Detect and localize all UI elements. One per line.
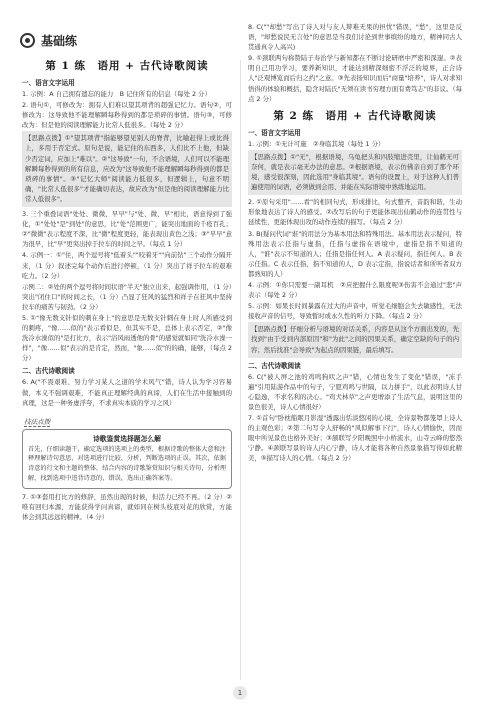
answer-2: 2. 语句①，可修改为：拥有人们难以望其项背的超强记忆力。语句②，可修改为：这导致他不能理解瞬每秒得到的都是琐碎的事情。语句③，可修改为：但是他的阅读理解能力比常人低很多。（每处 2 分） — [22, 101, 232, 130]
p2-answer-6: 6. C("被人屏之池的鸡鸣狗吠之声"错，心情也发生了变化"错误，"冻手遍"引用陆游作品中的句子，宁愿鸡鸣与世隔，以力拼手"，以此表明诗人甘心隐逸，不求名利的决心。"鸡犬林草"之声更增添了生活气息，说明这里的景色很美，诗人心情很好） — [248, 372, 462, 411]
answer-6: 6. A("不畏艰难、努力学习某人之道的学术风气"错，诗人认为学习容易做，本义不强调艰难，不能真正理解经典的真谛，人们在生活中接触到的真理，这是一种务虚浮夸，不求真实本质的学习之风） — [22, 378, 232, 407]
hint-box-3 — [248, 322, 462, 357]
answer-4-example-2: 示例二：②处的两个逗号将时间状语"半天"独立出来，起强调作用，（1 分）突出"闭住口"的时间之长，（1 分）凸显了狂风的猛烈和祥子在狂风中坚持拉车的痛苦与韧劲。（2 分） — [22, 282, 232, 311]
p2-answer-3: 3. B(疑问代词"谁"的用法分为基本用法和特殊用法。基本用法表示疑问，特殊用法表示任指与虚指，任指与虚指在语境中，虚指是指不知道的人，"谁"表示不知道的人；任指是指任何人。A 表示疑问，指任何人。B 表示任指。C 表示任指，指不知道的人，D 表示定指，指说话者和所听者双方都熟知的人） — [248, 229, 462, 278]
page-number: 1 — [233, 686, 247, 700]
answer-3: 3. 三个重叠词语"处处、微微、早早"与"处、微、早"相比，语意得到了强化，①"处处"是"到处"的意思，比"处"范围更广，能突出地面的千疮百孔；②"微微"表示程度不深，比"微"程度更轻，能表现出黄色之浅；③"早早"意为很早，比"早"更突出掉于拉车的时间之早。（每点 1 分） — [22, 210, 232, 249]
practice-2-title: 第 2 练 语用 + 古代诗歌阅读 — [273, 109, 437, 122]
answer-8: 8. C(""却愁"写出了诗人对与友人辩难无果的担忧"错误，"愁"，这里是反语，"却愁说民无言处"的意思是当我们讨论到世事缤纷的地方，精神同古人贯通真令人高兴) — [248, 23, 462, 52]
answer-4: 4. 示例一：①"住，两个逗号将"低着头""咬着牙""向前钻"三个动作分隔开来，（1 分）叙述完每个动作后进行停顿，（1 分）突出了祥子拉车的艰难吃力。（2 分） — [22, 251, 232, 280]
section-language-use: 一、语言文字运用 — [22, 79, 75, 87]
answer-9: 9. ①颈联两句称赞陆子寿治学与新知都在不断讨论研磨中严密和深邃。②表明自己用功学习，要养新知识，才能达到精深细密不浮泛的境界，正合诗人"泛观博览而后归之约"之意。③先表扬知识而后"商量"培养"，诗人对求知悟得的体验和概括，隐含对陆氏"无须在读书穷理方面有费笃志"的非议。（每点 2 分） — [248, 54, 462, 103]
section-poetry-2: 二、古代诗歌阅读 — [248, 361, 301, 370]
p2-answer-7: 7. ①首句"卧枕船眠月影湿"透露出恬淡悠闲的心境，全诗景物都笼罩上诗人的主观色彩；②第二句写令人舒畅的"风似解事下行"，诗人心情愉快，因而眼中所见景色也格外美好；③颔联写夕阳晚照中小桥流水，山寺云峰的悠然宁静。④颈联写景的诗人内心宁静，诗人才能将各种自然景象描写得如此精美，⑤描写诗人的心情。（每点 2 分） — [248, 414, 462, 463]
p2-answer-5: 5. 示例：如果长时间暴露在过大的声音中，听觉毛细胞会失去敏感性，无法接收声音的信号，导致暂时或永久性的听力下降。（每点 2 分） — [248, 302, 462, 321]
hint-box-2 — [248, 150, 462, 195]
p2-answer-1: 1. 示例：①无计可施 ②身临其境（每处 1 分） — [248, 139, 385, 148]
hint-box-1 — [22, 131, 232, 207]
section-poetry: 二、古代诗歌阅读 — [22, 367, 75, 376]
p2-answer-4: 4. 示例：①你只需要一副耳机 ②应把握什么限度呢③伤害不会通过"悲"声表示（每处 2 分） — [248, 280, 462, 300]
tip-title: 诗歌鉴赏选择题怎么解 — [93, 434, 161, 443]
column-divider — [240, 60, 241, 680]
p2-answer-2: 2. ①原句采用"……看"的相同句式，形成排比，句式整齐，音韵和谐，生动形象地表达了诗人的感受。②改写后的句子更能体现出仙鹤动作的连贯性与延续性，更能体现出攻的动作连续的描写。（每点 2 分） — [248, 198, 462, 227]
technique-tip-label: 技法点拨 — [24, 417, 51, 426]
answer-5: 5. ①"像无数支针似的刺在身上"的意思是无数支针刺在身上时人所感受到的刺疼，"像……似的"表示看似是，但其实不是，总体上表示否定，②"像洗冷水澡似的"是打比方，表示"浴风雨透他的骨"的感觉就如同"洗冷水澡一样"，"像……似"表示的是肯定，然而，"象……似"的的确，能够，（每点 2 分） — [22, 313, 232, 363]
right-column — [248, 22, 462, 464]
gear-logo-icon — [20, 33, 35, 48]
practice-1-title: 第 1 练 语用 + 古代诗歌阅读 — [45, 60, 209, 72]
section-language-use-2: 一、语言文字运用 — [248, 128, 301, 137]
header-title: 基础练 — [41, 33, 78, 48]
hint-text-1: 【思路点拨】①"望其项背"指能够望见别人的脊背，比喻赶得上或比得上，多用于否定式。原句是说，能记住的东西多，人们比不上他，但缺少否定词，应加上"难以"。②"这导致"一句，不合语境，人们可以不能理解瞬每秒得到的所有信息，应改为"这导致他不能理解瞬每秒得到的都是琐碎的事情"。③"记忆大师"阅读能力低很多，但逻辑上，句意不明确，"比常人低很多"才能确切表达，故应改为"但是他的阅读理解能力比常人低很多"。 — [25, 134, 229, 203]
technique-tip-box — [22, 429, 232, 489]
tip-body: 首先，仔细读题干，确定选项的选项上的类型，根据诗歌的整体大意和注释理解诗句意思，对选项进行比较、分析，判断选项的正误。其次，依据诗意的行文和主题的整体，结合内容的诗歌鉴赏知识与相关诗句，分析理解，找到选项中违背诗意的，错误，选出正确答案等。 — [28, 445, 226, 482]
answer-1: 1. 示例：A 自己拥有遗忘的能力 B 记住所有的信息（每处 2 分） — [22, 90, 211, 98]
hint-text-2: 【思路点拨】①"无"，根据语境，乌龟把头和四肢缩进壳里，让仙鹤无可奈何，就是表示毫无办法的意思。②根据语境，表示仿佛亲自到了那个环境，感受很深刻，因此选用"身临其境"。语句的设置上，对于这种人们普遍使用的词语，必须做到会用、并能在实际语境中熟练地运用。 — [251, 152, 459, 192]
answer-7: 7. ①③套用打比方的修辞，虽然出现的时候，但活力已经不再。（2 分）②唯有回归本源，方能获得学问真谛，就如同在树头枝底对花的欣赏，方能体会到其远远的精神。（4 分） — [22, 493, 232, 522]
page-header — [20, 28, 77, 52]
hint-text-3: 【思路点拨】仔细分析与语境的对话关系，内容是从这个方面出发的，先找到"由于受到内部原因"和"为此"之间的因果关系，确定空缺的句子的内容；然后找准"会导致"为起点的因果链，最后填写。 — [251, 325, 459, 354]
left-column — [22, 58, 232, 523]
